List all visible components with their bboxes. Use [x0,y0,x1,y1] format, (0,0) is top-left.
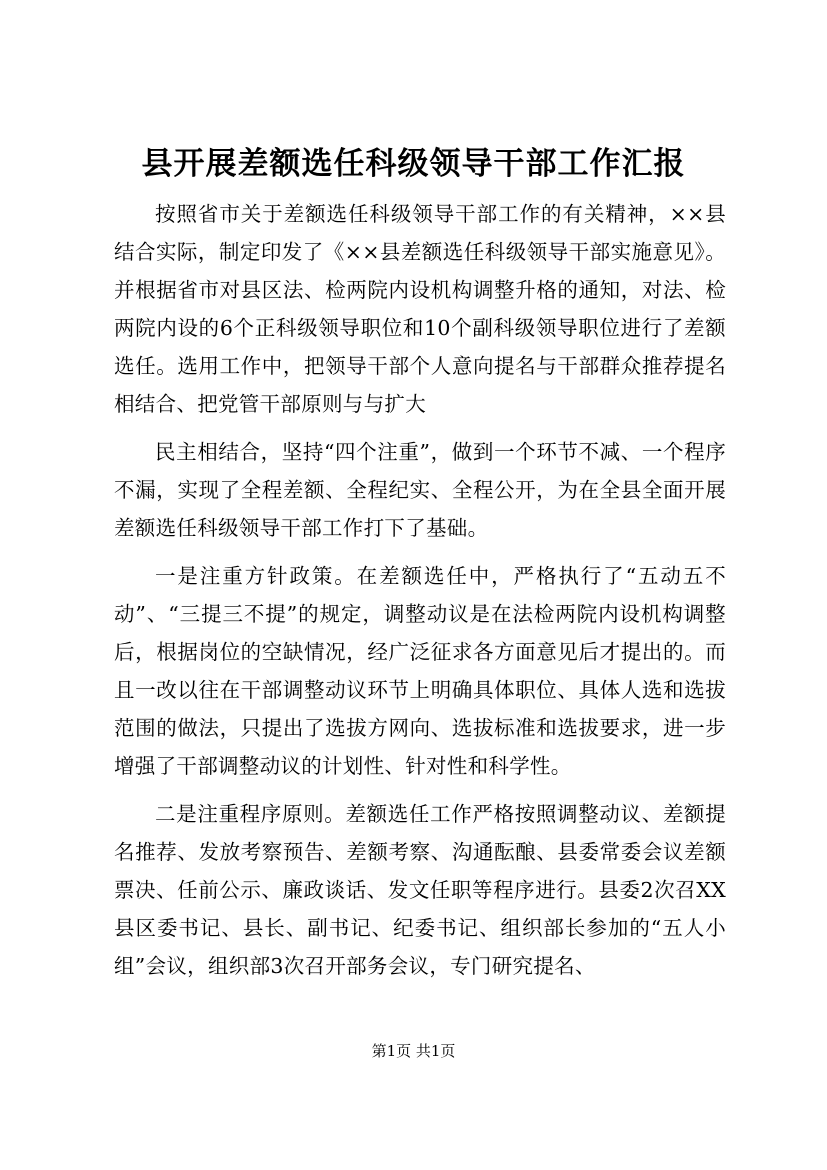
document-title: 县开展差额选任科级领导干部工作汇报 [141,146,686,182]
paragraph-3: 一是注重方针政策。在差额选任中，严格执行了“五动五不动”、“三提三不提”的规定，调整动议是在法检两院内设机构调整后，根据岗位的空缺情况，经广泛征求各方面意见后才提出的。而且一改以往在干部调整动议环节上明确具体职位、具体人选和选拔范围的做法，只提出了选拔方网向、选拔标准和选拔要求，进一步增强了干部调整动议的计划性、针对性和科学性。 [114,564,726,778]
page-footer: 第1页 共1页 [371,1042,456,1060]
paragraph-2: 民主相结合，坚持“四个注重”，做到一个环节不减、一个程序不漏，实现了全程差额、全程纪实、全程公开，为在全县全面开展差额选任科级领导干部工作打下了基础。 [114,440,726,540]
paragraph-1: 按照省市关于差额选任科级领导干部工作的有关精神，××县结合实际，制定印发了《××县差额选任科级领导干部实施意见》。并根据省市对县区法、检两院内设机构调整升格的通知，对法、检两院内设的6个正科级领导职位和10个副科级领导职位进行了差额选任。选用工作中，把领导干部个人意向提名与干部群众推荐提名相结合、把党管干部原则与与扩大 [114,202,726,416]
paragraph-4: 二是注重程序原则。差额选任工作严格按照调整动议、差额提名推荐、发放考察预告、差额考察、沟通酝酿、县委常委会议差额票决、任前公示、廉政谈话、发文任职等程序进行。县委2次召XX县区委书记、县长、副书记、纪委书记、组织部长参加的“五人小组”会议，组织部3次召开部务会议，专门研究提名、 [114,802,726,978]
document-body [114,195,726,985]
